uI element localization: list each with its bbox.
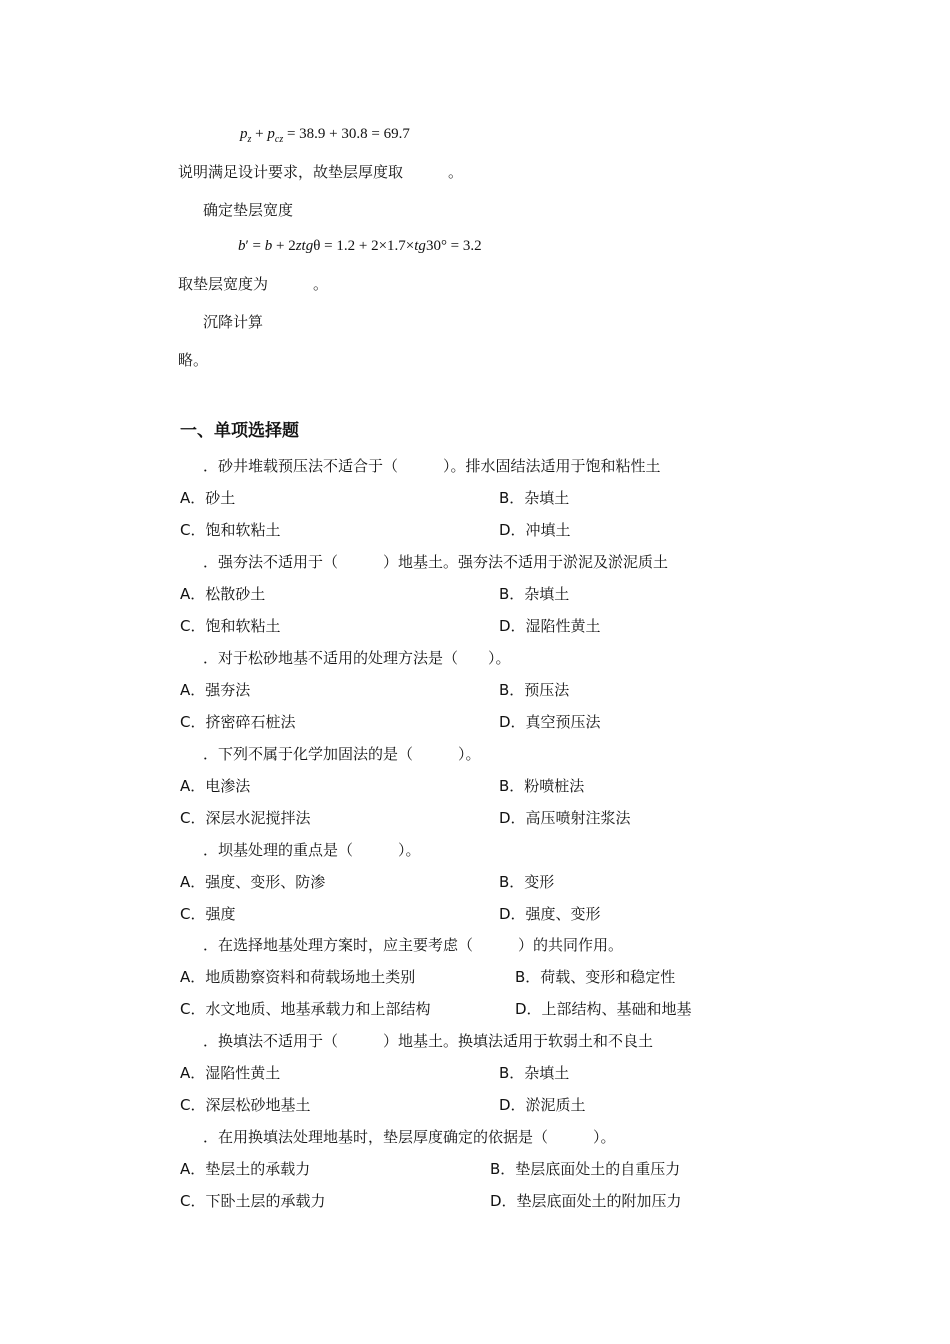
option-d: D．强度、变形 — [499, 905, 601, 923]
option-d: D．冲填土 — [499, 521, 571, 539]
width-formula: b′ = b + 2ztgθ = 1.2 + 2×1.7×tg30° = 3.2 — [238, 238, 482, 254]
option-b: B．杂填土 — [499, 1064, 570, 1082]
width-heading: 确定垫层宽度 — [203, 201, 294, 219]
option-b: B．荷载、变形和稳定性 — [515, 968, 676, 986]
option-a: A．强度、变形、防渗 — [180, 873, 326, 891]
option-c: C．强度 — [180, 905, 236, 923]
thickness-conclusion: 说明满足设计要求，故垫层厚度取 。 — [178, 163, 464, 181]
section-title: 一、单项选择题 — [180, 421, 299, 441]
option-a: A．松散砂土 — [180, 585, 266, 603]
question-stem: ．砂井堆载预压法不适合于（ ）。排水固结法适用于饱和粘性土 — [203, 457, 661, 475]
option-c: C．深层水泥搅拌法 — [180, 809, 311, 827]
option-d: D．垫层底面处土的附加压力 — [490, 1192, 682, 1210]
option-a: A．垫层土的承载力 — [180, 1160, 311, 1178]
question-stem: ．坝基处理的重点是（ ）。 — [203, 841, 421, 859]
option-c: C．深层松砂地基土 — [180, 1096, 311, 1114]
question-stem: ．对于松砂地基不适用的处理方法是（ ）。 — [203, 649, 511, 667]
option-a: A．地质勘察资料和荷载场地土类别 — [180, 968, 416, 986]
option-a: A．砂土 — [180, 489, 236, 507]
pressure-formula: $p_z + p_{cz} = 38.9 + 30.8 = 69.7$ — [240, 126, 410, 145]
option-b: B．杂填土 — [499, 585, 570, 603]
option-d: D．淤泥质土 — [499, 1096, 586, 1114]
option-a: A．电渗法 — [180, 777, 251, 795]
settlement-heading: 沉降计算 — [203, 313, 264, 331]
option-b: B．杂填土 — [499, 489, 570, 507]
option-d: D．湿陷性黄土 — [499, 617, 601, 635]
option-b: B．垫层底面处土的自重压力 — [490, 1160, 681, 1178]
option-c: C．饱和软粘土 — [180, 521, 281, 539]
option-c: C．挤密碎石桩法 — [180, 713, 296, 731]
option-a: A．湿陷性黄土 — [180, 1064, 281, 1082]
question-stem: ．换填法不适用于（ ）地基土。换填法适用于软弱土和不良土 — [203, 1032, 654, 1050]
question-stem: ．在选择地基处理方案时，应主要考虑（ ）的共同作用。 — [203, 936, 624, 954]
option-c: C．饱和软粘土 — [180, 617, 281, 635]
question-stem: ．在用换填法处理地基时，垫层厚度确定的依据是（ ）。 — [203, 1128, 616, 1146]
question-stem: ．强夯法不适用于（ ）地基土。强夯法不适用于淤泥及淤泥质土 — [203, 553, 669, 571]
width-result: 取垫层宽度为 。 — [178, 275, 329, 293]
option-b: B．粉喷桩法 — [499, 777, 585, 795]
option-c: C．下卧土层的承载力 — [180, 1192, 326, 1210]
question-stem: ．下列不属于化学加固法的是（ ）。 — [203, 745, 481, 763]
option-c: C．水文地质、地基承载力和上部结构 — [180, 1000, 431, 1018]
option-d: D．上部结构、基础和地基 — [515, 1000, 692, 1018]
option-b: B．变形 — [499, 873, 555, 891]
option-a: A．强夯法 — [180, 681, 251, 699]
omitted-note: 略。 — [178, 351, 209, 369]
option-d: D．真空预压法 — [499, 713, 601, 731]
option-d: D．高压喷射注浆法 — [499, 809, 631, 827]
option-b: B．预压法 — [499, 681, 570, 699]
